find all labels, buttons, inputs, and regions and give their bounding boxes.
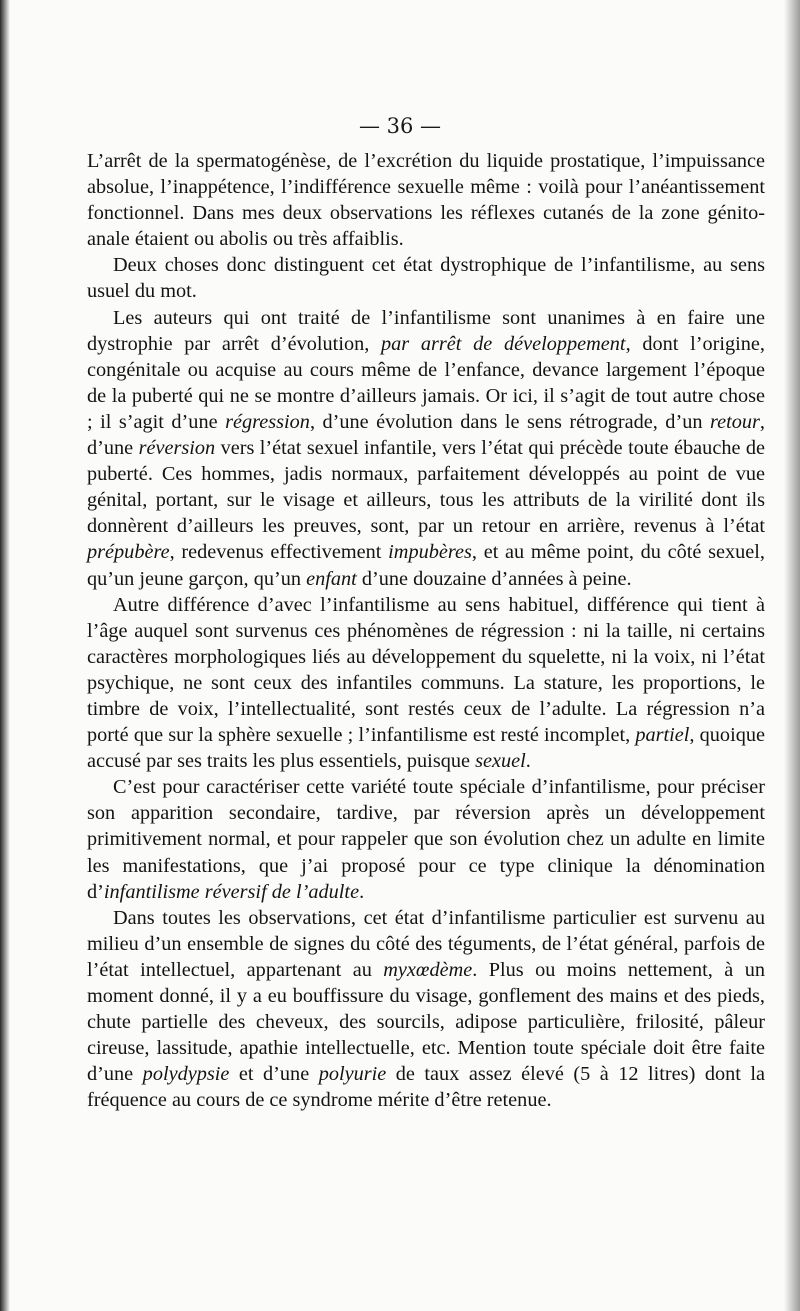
italic-term: impubères <box>388 541 472 564</box>
paragraph <box>87 305 765 592</box>
text-run: . <box>359 880 365 903</box>
text-run: , d’une évolution dans le sens rétrograde, d’un <box>309 410 710 433</box>
text-run: Dans toutes les observations, cet état d’infantilisme particulier est survenu au milieu d’un ensemble de signes du côté des téguments, de l’état général, parfois de l’état intellectuel, appartenant au <box>87 906 765 981</box>
paragraph <box>87 774 765 904</box>
text-run: d’une douzaine d’années à peine. <box>356 567 632 590</box>
italic-term: prépubère <box>87 541 170 564</box>
binding-shadow <box>0 0 10 1311</box>
italic-term: régression <box>225 410 310 433</box>
text-run: , d’une <box>87 410 765 460</box>
paragraph <box>87 905 765 1114</box>
italic-term: par arrêt de développement <box>381 332 626 355</box>
edge-shadow <box>784 0 800 1311</box>
italic-term: myxœdème <box>383 958 473 981</box>
text-run: , et au même point, du côté sexuel, qu’un jeune garçon, qu’un <box>87 541 766 590</box>
text-run: Les auteurs qui ont traité de l’infantilisme sont unanimes à en faire une dystrophie par arrêt d’évolution, <box>87 306 765 355</box>
italic-term: infantilisme réversif de l’adulte <box>103 880 360 903</box>
italic-term: retour <box>709 410 760 433</box>
italic-term: polyurie <box>318 1063 387 1086</box>
italic-term: réversion <box>138 437 216 460</box>
text-run: , dont l’origine, congénitale ou acquise au cours même de l’enfance, devance largement l’époque de la puberté qui ne se montre d’ailleurs jamais. Or ici, il s’agit de tout autre chose ; il s’agit d’une <box>87 332 765 433</box>
paragraph <box>87 592 765 775</box>
text-run: Deux choses donc distinguent cet état dystrophique de l’infantilisme, au sens usuel du mot. <box>87 254 765 303</box>
italic-term: polydypsie <box>142 1063 230 1086</box>
italic-term: partiel <box>635 724 690 747</box>
text-run: L’arrêt de la spermatogénèse, de l’excrétion du liquide prostatique, l’impuissance absolue, l’inappétence, l’indifférence sexuelle même : voilà pour l’anéantissement fonctionnel. Dans mes deux observations les réflexes cutanés de la zone génito-anale étaient ou abolis ou très affaiblis. <box>87 150 765 251</box>
text-run: C’est pour caractériser cette variété toute spéciale d’infantilisme, pour préciser son apparition secondaire, tardive, par réversion après un développement primitivement normal, et pour rappeler que son évolution chez un adulte en limite les manifestations, que j’ai proposé pour ce type clinique la dénomination d’ <box>87 776 765 903</box>
text-run: . Plus ou moins nettement, à un moment donné, il y a eu bouffissure du visage, gonflement des mains et des pieds, chute partielle des cheveux, des sourcils, adipose particulière, frilosité, pâleur cireuse, lassitude, apathie intellectuelle, etc. Mention toute spéciale doit être faite d’une <box>87 958 765 1086</box>
text-run: , quoique accusé par ses traits les plus essentiels, puisque <box>87 724 765 773</box>
text-run: de taux assez élevé (5 à 12 litres) dont la fréquence au cours de ce syndrome mérite d’être retenue. <box>87 1063 766 1112</box>
italic-term: sexuel <box>475 750 526 773</box>
body-text <box>87 148 765 1113</box>
italic-term: enfant <box>306 567 357 590</box>
text-run: et d’une <box>229 1063 319 1086</box>
text-run: . <box>525 750 531 773</box>
text-run: , redevenus effectivement <box>169 541 389 564</box>
text-run: Autre différence d’avec l’infantilisme au sens habituel, différence qui tient à l’âge auquel sont survenus ces phénomènes de régression : ni la taille, ni certains caractères morphologiques liés au développement du squelette, ni la voix, ni l’état psychique, ne sont ceux des infantiles communs. La stature, les proportions, le timbre de voix, l’intellectualité, sont restés ceux de l’adulte. La régression n’a porté que sur la sphère sexuelle ; l’infantilisme est resté incomplet, <box>87 593 765 747</box>
paragraph <box>87 148 765 252</box>
paragraph <box>87 252 765 304</box>
page-number: — 36 — <box>358 114 442 138</box>
text-run: vers l’état sexuel infantile, vers l’état qui précède toute ébauche de puberté. Ces hommes, jadis normaux, parfaitement développés au point de vue génital, portant, sur le visage et ailleurs, tous les attributs de la virilité dont ils donnèrent d’ailleurs les preuves, sont, par un retour en arrière, revenus à l’état <box>87 437 765 538</box>
